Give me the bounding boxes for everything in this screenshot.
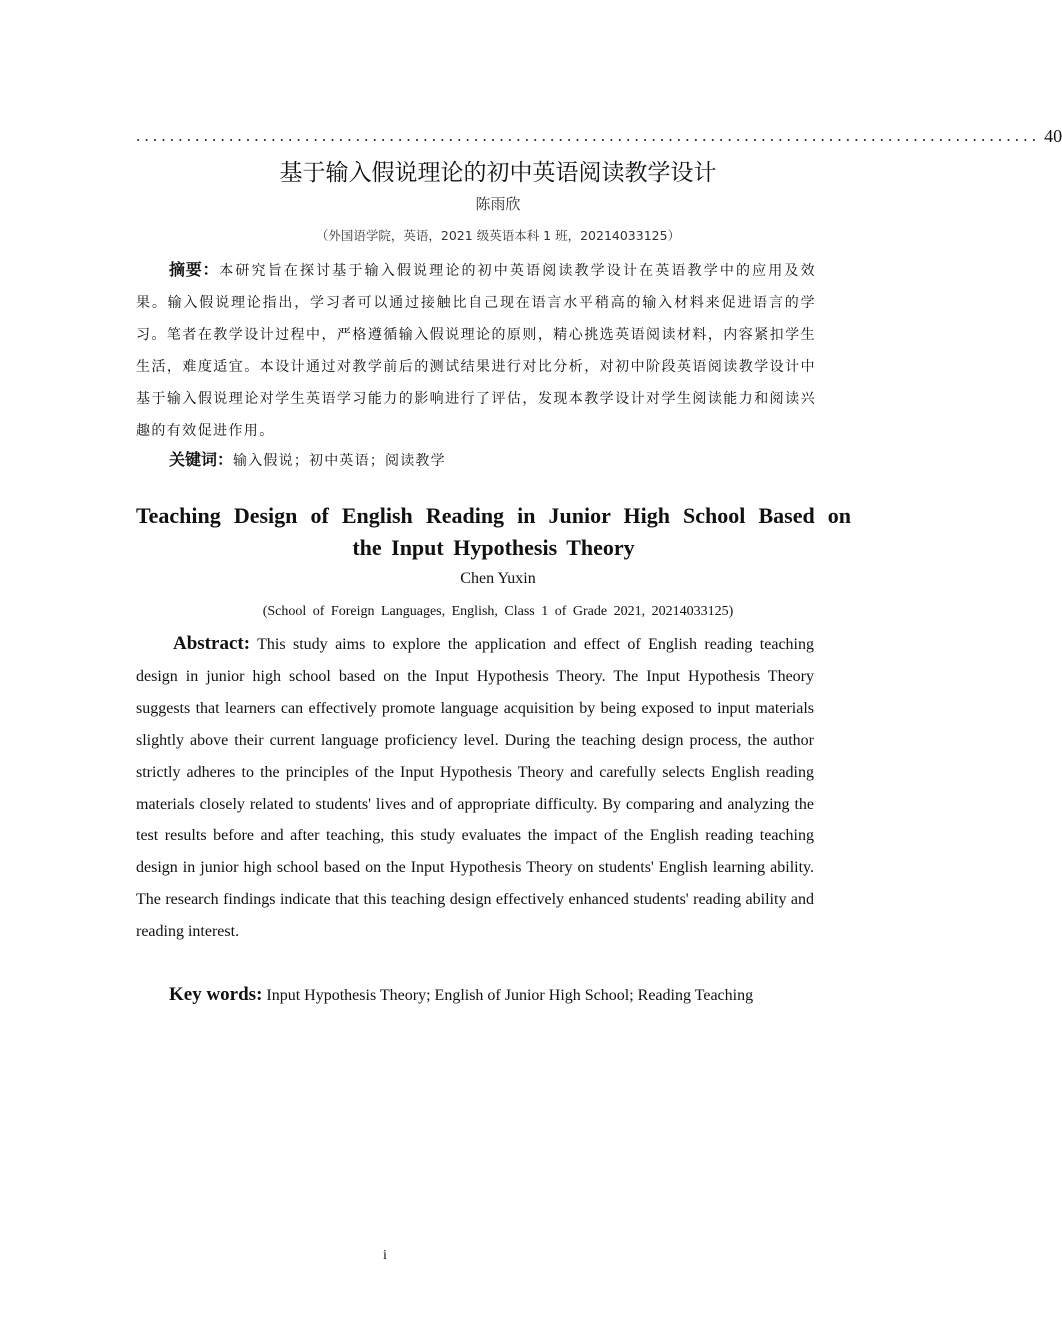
chinese-abstract <box>136 254 816 447</box>
toc-page-number: 40 <box>1044 126 1062 146</box>
chinese-keywords-text: 输入假说；初中英语；阅读教学 <box>233 453 446 469</box>
chinese-affiliation: （外国语学院，英语，2021 级英语本科 1 班，20214033125） <box>315 228 681 243</box>
english-keywords-text: Input Hypothesis Theory; English of Junior High School; Reading Teaching <box>266 987 754 1004</box>
english-keywords <box>136 979 814 1012</box>
chinese-author: 陈雨欣 <box>475 195 521 213</box>
chinese-keywords-label: 关键词： <box>169 450 234 469</box>
chinese-abstract-label: 摘要： <box>169 260 220 279</box>
english-keywords-label: Key words: <box>169 984 263 1005</box>
english-abstract-text: This study aims to explore the application and effect of English reading teaching design in junior high school based on the Input Hypothesis Theory. The Input Hypothesis Theory suggests that learners can effectively promote language acquisition by being exposed to input materials slightly above their current language proficiency level. During the teaching design process, the author strictly adheres to the principles of the Input Hypothesis Theory and carefully selects English reading materials closely related to students' lives and of appropriate difficulty. By comparing and analyzing the test results before and after teaching, this study evaluates the impact of the English reading teaching design in junior high school based on the Input Hypothesis Theory on students' English learning ability. The research findings indicate that this teaching design effectively enhanced students' reading ability and reading interest. <box>136 636 815 941</box>
chinese-title: 基于输入假说理论的初中英语阅读教学设计 <box>279 160 717 186</box>
english-affiliation: (School of Foreign Languages, English, Class 1 of Grade 2021, 20214033125) <box>262 604 734 619</box>
english-author: Chen Yuxin <box>460 570 536 587</box>
english-title-line-1: Teaching Design of English Reading in Junior High School Based on <box>136 503 851 528</box>
english-abstract <box>136 628 814 948</box>
chinese-keywords <box>136 446 816 475</box>
toc-entry-line <box>136 122 1062 146</box>
english-abstract-label: Abstract: <box>173 633 251 654</box>
english-title-line-2: the Input Hypothesis Theory <box>352 535 635 560</box>
english-title <box>136 500 851 564</box>
page-number: i <box>383 1248 387 1263</box>
toc-leader-dots: ........................................................................................................... <box>136 126 1041 145</box>
chinese-abstract-text: 本研究旨在探讨基于输入假说理论的初中英语阅读教学设计在英语教学中的应用及效果。输入假说理论指出，学习者可以通过接触比自己现在语言水平稍高的输入材料来促进语言的学习。笔者在教学设计过程中，严格遵循输入假说理论的原则，精心挑选英语阅读材料，内容紧扣学生生活，难度适宜。本设计通过对教学前后的测试结果进行对比分析，对初中阶段英语阅读教学设计中基于输入假说理论对学生英语学习能力的影响进行了评估，发现本教学设计对学生阅读能力和阅读兴趣的有效促进作用。 <box>136 263 816 439</box>
